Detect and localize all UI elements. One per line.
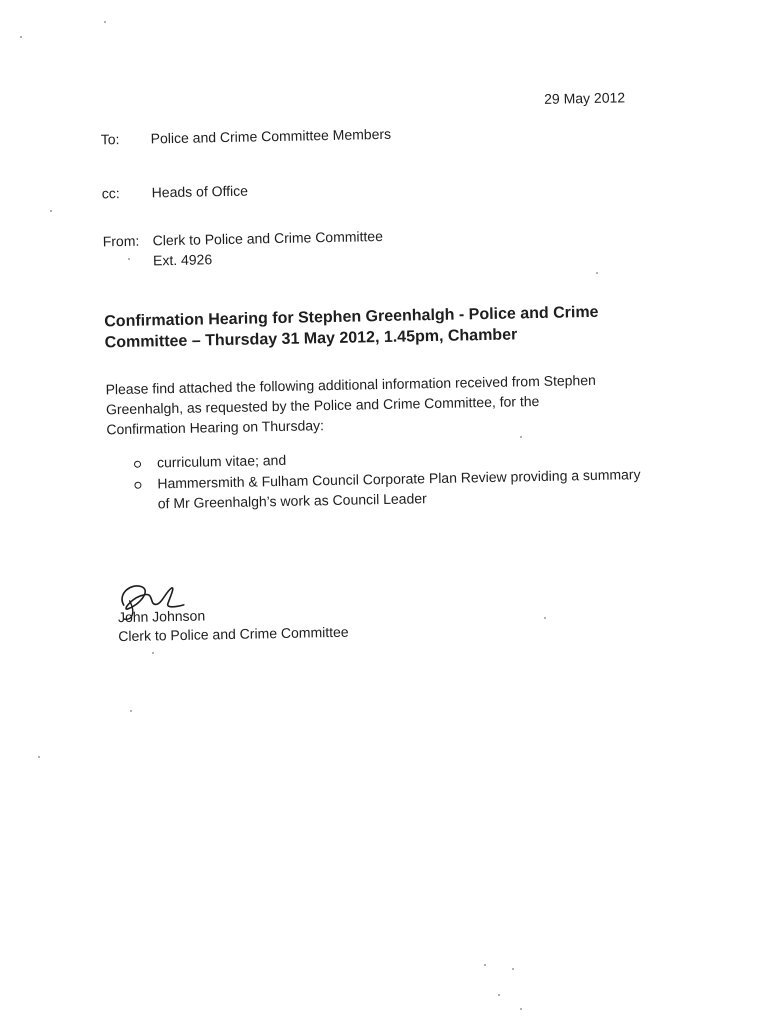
scan-speck xyxy=(512,968,514,970)
letter-date: 29 May 2012 xyxy=(543,89,626,107)
to-label: To: xyxy=(100,131,120,148)
scan-speck xyxy=(50,210,52,212)
from-row xyxy=(103,228,384,269)
cc-label: cc: xyxy=(101,185,120,202)
from-value: Clerk to Police and Crime Committee xyxy=(152,227,384,249)
signatory-role: Clerk to Police and Crime Committee xyxy=(118,623,349,645)
scan-speck xyxy=(38,756,40,758)
from-label: From: xyxy=(102,232,140,250)
scan-speck xyxy=(128,258,130,260)
signatory-name: John Johnson xyxy=(117,607,206,626)
to-row xyxy=(101,126,392,148)
scan-speck xyxy=(130,710,132,712)
scan-speck xyxy=(152,652,154,654)
scan-speck xyxy=(104,21,106,23)
scan-speck xyxy=(544,617,546,619)
scan-speck xyxy=(20,36,22,38)
attachment-list xyxy=(127,443,648,515)
cc-value: Heads of Office xyxy=(151,182,249,201)
scan-speck xyxy=(484,964,486,966)
scan-speck xyxy=(520,436,522,438)
to-value: Police and Crime Committee Members xyxy=(150,125,392,147)
list-item: Hammersmith & Fulham Council Corporate Plan Review providing a summary of Mr Greenhalgh’s work as Council Leader xyxy=(127,464,648,514)
from-block xyxy=(152,228,383,268)
scan-speck xyxy=(520,1008,522,1010)
letter-title: Confirmation Hearing for Stephen Greenhalgh - Police and Crime Committee – Thursday 31 May 2012, 1.45pm, Chamber xyxy=(104,303,599,352)
cc-row xyxy=(102,183,248,202)
from-extension: Ext. 4926 xyxy=(152,251,213,269)
scan-speck xyxy=(498,994,500,996)
scan-speck xyxy=(596,272,598,274)
letter-body: Please find attached the following additional information received from Stephen Greenhalgh, as requested by the Police and Crime Committee, for the Confirmation Hearing on Thursday: xyxy=(105,371,596,438)
list-item: curriculum vitae; and xyxy=(127,443,647,473)
